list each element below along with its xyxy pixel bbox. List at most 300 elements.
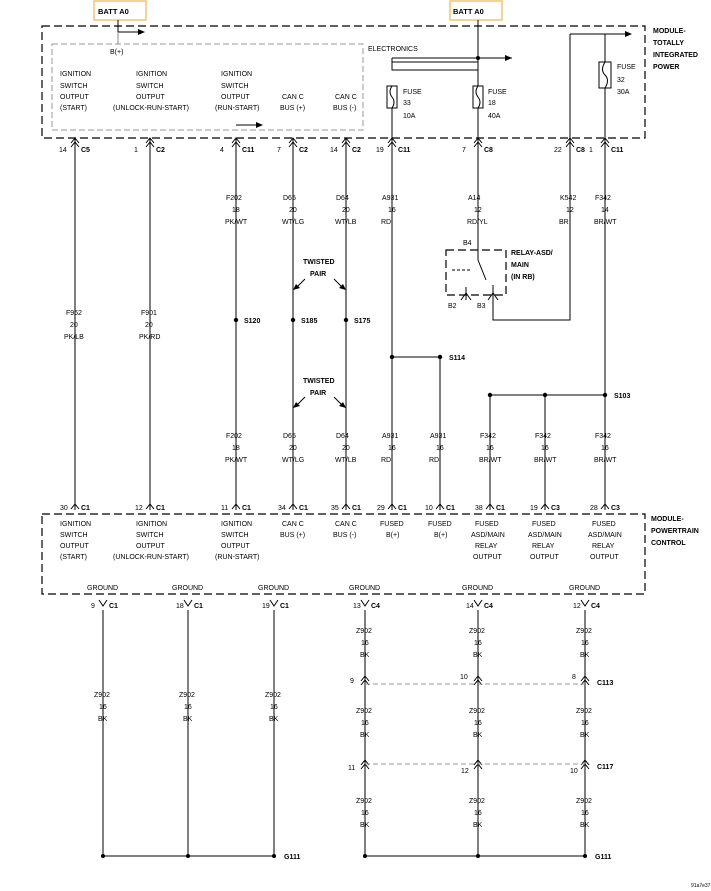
tipm-electronics-outline <box>52 44 363 130</box>
top-wire-label-6 <box>559 195 576 226</box>
low-wire-label-8 <box>594 433 617 464</box>
svg-text:TWISTED: TWISTED <box>303 378 335 385</box>
svg-text:19: 19 <box>530 505 538 512</box>
svg-text:RELAY: RELAY <box>475 543 498 550</box>
svg-text:BK: BK <box>360 732 370 739</box>
svg-text:SWITCH: SWITCH <box>136 532 164 539</box>
svg-text:11: 11 <box>348 765 356 772</box>
svg-text:WT/LB: WT/LB <box>335 457 357 464</box>
svg-text:22: 22 <box>554 147 562 154</box>
svg-text:1: 1 <box>134 147 138 154</box>
svg-text:Z902: Z902 <box>356 798 372 805</box>
top-wire-label-2 <box>282 195 304 226</box>
low-wire-label-2 <box>282 433 304 464</box>
svg-text:C3: C3 <box>611 505 620 512</box>
svg-text:C1: C1 <box>352 505 361 512</box>
svg-text:S114: S114 <box>449 355 465 362</box>
svg-text:(IN RB): (IN RB) <box>511 274 535 281</box>
svg-text:OUTPUT: OUTPUT <box>530 554 559 561</box>
tipm-pin-9 <box>589 138 624 154</box>
svg-text:FUSED: FUSED <box>428 521 452 528</box>
svg-text:BK: BK <box>98 716 108 723</box>
svg-text:16: 16 <box>581 810 589 817</box>
svg-text:12: 12 <box>474 207 482 214</box>
pcm-func-9 <box>528 521 562 561</box>
ground-wire-label-r3-1 <box>576 628 592 659</box>
tipm-func-2 <box>113 71 189 112</box>
svg-text:16: 16 <box>541 445 549 452</box>
svg-text:WT/LB: WT/LB <box>335 219 357 226</box>
ground-pin-1 <box>87 585 118 610</box>
svg-text:MAIN: MAIN <box>511 262 529 269</box>
svg-text:C1: C1 <box>156 505 165 512</box>
svg-text:SWITCH: SWITCH <box>221 83 249 90</box>
svg-text:C4: C4 <box>591 603 600 610</box>
twisted-pair-lower <box>293 378 346 408</box>
wire-f901-label <box>139 310 160 341</box>
svg-text:BK: BK <box>360 822 370 829</box>
svg-text:GROUND: GROUND <box>172 585 204 592</box>
ground-wire-label-r3-2 <box>576 708 592 739</box>
svg-text:D65: D65 <box>283 195 296 202</box>
ground-wire-label-r1-2 <box>356 708 372 739</box>
relay-asd-main <box>446 240 553 310</box>
svg-text:C1: C1 <box>446 505 455 512</box>
splice-s120 <box>234 318 261 325</box>
svg-text:ASD/MAIN: ASD/MAIN <box>528 532 562 539</box>
svg-text:RD: RD <box>429 457 440 464</box>
ground-pin-4 <box>349 585 380 610</box>
svg-text:C11: C11 <box>611 147 624 154</box>
svg-text:C5: C5 <box>81 147 90 154</box>
svg-text:B(+): B(+) <box>434 532 448 539</box>
svg-text:C2: C2 <box>352 147 361 154</box>
svg-text:OUTPUT: OUTPUT <box>60 94 89 101</box>
pcm-func-1 <box>60 521 91 561</box>
svg-text:OUTPUT: OUTPUT <box>60 543 89 550</box>
svg-text:S175: S175 <box>354 318 371 325</box>
svg-text:GROUND: GROUND <box>569 585 601 592</box>
svg-text:BK: BK <box>269 716 279 723</box>
svg-text:13: 13 <box>353 603 361 610</box>
svg-text:ASD/MAIN: ASD/MAIN <box>588 532 622 539</box>
ground-wire-label-1 <box>94 692 110 723</box>
svg-text:16: 16 <box>99 704 107 711</box>
batt-a0-left-label: BATT A0 <box>98 7 129 16</box>
svg-text:PK/LB: PK/LB <box>64 334 84 341</box>
top-wire-label-3 <box>335 195 357 226</box>
low-wire-label-3 <box>335 433 357 464</box>
ground-pin-6 <box>569 585 600 610</box>
svg-text:OUTPUT: OUTPUT <box>221 94 250 101</box>
svg-text:MODULE-: MODULE- <box>653 28 686 35</box>
svg-text:OUTPUT: OUTPUT <box>473 554 502 561</box>
ground-wire-label-2 <box>179 692 195 723</box>
svg-text:IGNITION: IGNITION <box>221 71 253 78</box>
svg-text:16: 16 <box>581 640 589 647</box>
pcm-func-10 <box>588 521 622 561</box>
svg-text:C1: C1 <box>299 505 308 512</box>
svg-text:B(+): B(+) <box>386 532 400 539</box>
svg-text:28: 28 <box>590 505 598 512</box>
svg-text:S120: S120 <box>244 318 261 325</box>
svg-text:16: 16 <box>474 640 482 647</box>
svg-text:MODULE-: MODULE- <box>651 516 684 523</box>
svg-text:OUTPUT: OUTPUT <box>221 543 250 550</box>
svg-text:RD/YL: RD/YL <box>467 219 488 226</box>
diagram-code: 91a7e37 <box>691 883 711 889</box>
svg-text:BR/WT: BR/WT <box>594 457 617 464</box>
svg-text:WT/LG: WT/LG <box>282 457 305 464</box>
svg-text:INTEGRATED: INTEGRATED <box>653 52 698 59</box>
ground-pin-2 <box>172 585 203 610</box>
svg-text:9: 9 <box>350 678 354 685</box>
ground-wires <box>103 610 585 856</box>
svg-text:12: 12 <box>135 505 143 512</box>
svg-text:F202: F202 <box>226 195 242 202</box>
svg-text:BR: BR <box>559 219 569 226</box>
svg-text:F342: F342 <box>595 195 611 202</box>
svg-text:WT/LG: WT/LG <box>282 219 305 226</box>
svg-text:BR/WT: BR/WT <box>594 219 617 226</box>
svg-text:OUTPUT: OUTPUT <box>590 554 619 561</box>
svg-text:SWITCH: SWITCH <box>60 532 88 539</box>
svg-text:12: 12 <box>573 603 581 610</box>
svg-text:10: 10 <box>460 674 468 681</box>
svg-text:G111: G111 <box>284 854 301 861</box>
svg-text:SWITCH: SWITCH <box>136 83 164 90</box>
svg-text:9: 9 <box>91 603 95 610</box>
svg-text:19: 19 <box>262 603 270 610</box>
svg-text:10: 10 <box>425 505 433 512</box>
svg-text:CAN C: CAN C <box>335 521 357 528</box>
ground-pin-3 <box>258 585 289 610</box>
svg-text:C8: C8 <box>576 147 585 154</box>
svg-text:32: 32 <box>617 77 625 84</box>
svg-text:CAN C: CAN C <box>335 94 357 101</box>
svg-text:IGNITION: IGNITION <box>136 521 168 528</box>
ground-pin-5 <box>462 585 493 610</box>
svg-text:C1: C1 <box>242 505 251 512</box>
svg-text:BUS (+): BUS (+) <box>280 105 306 112</box>
svg-text:IGNITION: IGNITION <box>60 71 92 78</box>
ground-g111-left <box>101 854 300 861</box>
svg-text:ASD/MAIN: ASD/MAIN <box>471 532 505 539</box>
svg-text:20: 20 <box>145 322 153 329</box>
svg-text:18: 18 <box>232 445 240 452</box>
svg-text:Z902: Z902 <box>469 798 485 805</box>
svg-text:A931: A931 <box>430 433 447 440</box>
svg-text:35: 35 <box>331 505 339 512</box>
top-wire-label-4 <box>381 195 398 226</box>
svg-text:Z902: Z902 <box>356 628 372 635</box>
pcm-func-6 <box>380 521 404 539</box>
svg-text:IGNITION: IGNITION <box>136 71 168 78</box>
pcm-func-4 <box>280 521 305 539</box>
svg-text:FUSED: FUSED <box>475 521 499 528</box>
svg-text:K542: K542 <box>560 195 577 202</box>
svg-text:30: 30 <box>60 505 68 512</box>
ground-wire-label-r2-2 <box>469 708 485 739</box>
tipm-func-3 <box>215 71 259 112</box>
svg-text:TOTALLY: TOTALLY <box>653 40 684 47</box>
svg-text:38: 38 <box>475 505 483 512</box>
svg-text:BUS (-): BUS (-) <box>333 105 357 112</box>
svg-text:16: 16 <box>474 720 482 727</box>
svg-text:SWITCH: SWITCH <box>60 83 88 90</box>
svg-text:A931: A931 <box>382 433 399 440</box>
pcm-func-3 <box>215 521 259 561</box>
svg-text:14: 14 <box>330 147 338 154</box>
svg-text:16: 16 <box>486 445 494 452</box>
svg-text:C11: C11 <box>398 147 411 154</box>
top-wire-label-5 <box>467 195 488 226</box>
tipm-pin-3 <box>220 138 255 154</box>
svg-text:18: 18 <box>176 603 184 610</box>
svg-text:D64: D64 <box>336 433 349 440</box>
bplus-label: B(+) <box>110 49 124 56</box>
svg-text:B4: B4 <box>463 240 472 247</box>
svg-text:Z902: Z902 <box>356 708 372 715</box>
tipm-module-name <box>653 28 698 71</box>
svg-text:C1: C1 <box>194 603 203 610</box>
svg-text:A14: A14 <box>468 195 481 202</box>
svg-text:C1: C1 <box>81 505 90 512</box>
svg-text:BK: BK <box>473 652 483 659</box>
svg-text:RELAY: RELAY <box>532 543 555 550</box>
svg-text:16: 16 <box>474 810 482 817</box>
svg-text:BK: BK <box>580 822 590 829</box>
connector-c117 <box>348 764 613 775</box>
svg-text:19: 19 <box>376 147 384 154</box>
low-wire-label-1 <box>225 433 248 464</box>
svg-text:14: 14 <box>601 207 609 214</box>
top-wire-label-1 <box>225 195 248 226</box>
tipm-func-1 <box>60 71 91 112</box>
svg-text:18: 18 <box>488 100 496 107</box>
splice-s175 <box>344 318 371 325</box>
tipm-pin-6 <box>376 138 411 154</box>
svg-text:(UNLOCK-RUN-START): (UNLOCK-RUN-START) <box>113 105 189 112</box>
svg-text:BUS (-): BUS (-) <box>333 532 357 539</box>
svg-text:14: 14 <box>59 147 67 154</box>
svg-text:OUTPUT: OUTPUT <box>136 543 165 550</box>
svg-text:G111: G111 <box>595 854 612 861</box>
svg-text:BK: BK <box>360 652 370 659</box>
svg-text:C8: C8 <box>484 147 493 154</box>
svg-text:GROUND: GROUND <box>258 585 290 592</box>
svg-text:10: 10 <box>570 768 578 775</box>
svg-text:Z902: Z902 <box>179 692 195 699</box>
svg-text:16: 16 <box>361 640 369 647</box>
svg-text:(RUN-START): (RUN-START) <box>215 554 260 561</box>
svg-text:BK: BK <box>580 732 590 739</box>
svg-text:RD: RD <box>381 219 392 226</box>
svg-text:40A: 40A <box>488 113 501 120</box>
svg-text:Z902: Z902 <box>576 628 592 635</box>
wire-f962-label <box>64 310 84 341</box>
svg-text:Z902: Z902 <box>469 628 485 635</box>
svg-text:RELAY-ASD/: RELAY-ASD/ <box>511 250 553 257</box>
tipm-func-5 <box>333 94 357 112</box>
svg-text:Z902: Z902 <box>265 692 281 699</box>
fuse-33 <box>387 58 478 120</box>
svg-text:C1: C1 <box>280 603 289 610</box>
svg-text:BK: BK <box>580 652 590 659</box>
svg-text:A931: A931 <box>382 195 399 202</box>
svg-text:16: 16 <box>581 720 589 727</box>
svg-text:D64: D64 <box>336 195 349 202</box>
svg-text:16: 16 <box>388 207 396 214</box>
twisted-pair-upper <box>293 259 346 290</box>
svg-text:CAN C: CAN C <box>282 94 304 101</box>
svg-text:F342: F342 <box>595 433 611 440</box>
svg-text:PAIR: PAIR <box>310 271 327 278</box>
svg-text:(START): (START) <box>60 554 87 561</box>
svg-text:Z902: Z902 <box>94 692 110 699</box>
svg-text:4: 4 <box>220 147 224 154</box>
svg-text:30A: 30A <box>617 89 630 96</box>
svg-text:C2: C2 <box>299 147 308 154</box>
svg-text:33: 33 <box>403 100 411 107</box>
svg-text:RD: RD <box>381 457 392 464</box>
tipm-func-4 <box>280 94 305 112</box>
svg-text:16: 16 <box>361 810 369 817</box>
svg-text:16: 16 <box>388 445 396 452</box>
svg-text:BK: BK <box>183 716 193 723</box>
svg-text:F202: F202 <box>226 433 242 440</box>
svg-text:B3: B3 <box>477 303 486 310</box>
svg-text:F342: F342 <box>535 433 551 440</box>
svg-text:8: 8 <box>572 674 576 681</box>
svg-text:TWISTED: TWISTED <box>303 259 335 266</box>
svg-text:12: 12 <box>566 207 574 214</box>
svg-text:IGNITION: IGNITION <box>60 521 92 528</box>
svg-text:F901: F901 <box>141 310 157 317</box>
svg-text:(RUN-START): (RUN-START) <box>215 105 260 112</box>
svg-text:7: 7 <box>462 147 466 154</box>
svg-text:20: 20 <box>70 322 78 329</box>
svg-text:BUS (+): BUS (+) <box>280 532 306 539</box>
svg-text:CAN C: CAN C <box>282 521 304 528</box>
svg-text:16: 16 <box>270 704 278 711</box>
svg-text:FUSED: FUSED <box>380 521 404 528</box>
pcm-module-name <box>651 516 699 547</box>
svg-text:20: 20 <box>342 207 350 214</box>
svg-text:IGNITION: IGNITION <box>221 521 253 528</box>
tipm-module-outline <box>42 26 645 138</box>
svg-text:POWERTRAIN: POWERTRAIN <box>651 528 699 535</box>
svg-text:GROUND: GROUND <box>349 585 381 592</box>
ground-wire-label-r2-3 <box>469 798 485 829</box>
svg-text:BK: BK <box>473 732 483 739</box>
pcm-func-5 <box>333 521 357 539</box>
svg-text:Z902: Z902 <box>576 708 592 715</box>
svg-text:FUSED: FUSED <box>532 521 556 528</box>
svg-text:C1: C1 <box>109 603 118 610</box>
svg-text:18: 18 <box>232 207 240 214</box>
svg-text:20: 20 <box>289 445 297 452</box>
pcm-func-2 <box>113 521 189 561</box>
svg-text:20: 20 <box>289 207 297 214</box>
svg-text:C1: C1 <box>496 505 505 512</box>
low-wire-label-7 <box>534 433 557 464</box>
ground-g111-right <box>363 854 611 861</box>
svg-text:Z902: Z902 <box>576 798 592 805</box>
ground-wire-label-3 <box>265 692 281 723</box>
splice-s103 <box>488 393 631 400</box>
pcm-func-7 <box>428 521 452 539</box>
svg-text:FUSE: FUSE <box>617 64 636 71</box>
svg-text:PAIR: PAIR <box>310 390 327 397</box>
svg-text:C4: C4 <box>371 603 380 610</box>
svg-text:16: 16 <box>436 445 444 452</box>
svg-text:FUSE: FUSE <box>403 89 422 96</box>
splice-s185 <box>291 318 318 325</box>
svg-text:PK/RD: PK/RD <box>139 334 161 341</box>
svg-text:(UNLOCK-RUN-START): (UNLOCK-RUN-START) <box>113 554 189 561</box>
svg-text:PK/WT: PK/WT <box>225 457 248 464</box>
svg-text:C1: C1 <box>398 505 407 512</box>
svg-text:S185: S185 <box>301 318 318 325</box>
svg-text:OUTPUT: OUTPUT <box>136 94 165 101</box>
svg-text:F962: F962 <box>66 310 82 317</box>
svg-text:BR/WT: BR/WT <box>479 457 502 464</box>
svg-text:11: 11 <box>221 505 229 512</box>
svg-text:16: 16 <box>361 720 369 727</box>
low-wire-label-4 <box>381 433 398 464</box>
svg-text:C117: C117 <box>597 764 614 771</box>
svg-text:14: 14 <box>466 603 474 610</box>
svg-text:SWITCH: SWITCH <box>221 532 249 539</box>
ground-wire-label-r2-1 <box>469 628 485 659</box>
svg-text:20: 20 <box>342 445 350 452</box>
svg-text:BR/WT: BR/WT <box>534 457 557 464</box>
splice-s114 <box>390 355 465 362</box>
pcm-func-8 <box>471 521 505 561</box>
svg-text:10A: 10A <box>403 113 416 120</box>
svg-text:CONTROL: CONTROL <box>651 540 686 547</box>
svg-text:C2: C2 <box>156 147 165 154</box>
svg-text:B2: B2 <box>448 303 457 310</box>
svg-text:FUSE: FUSE <box>488 89 507 96</box>
svg-text:F342: F342 <box>480 433 496 440</box>
svg-text:C4: C4 <box>484 603 493 610</box>
svg-text:C3: C3 <box>551 505 560 512</box>
svg-text:GROUND: GROUND <box>87 585 119 592</box>
svg-text:29: 29 <box>377 505 385 512</box>
electronics-label: ELECTRONICS <box>368 46 418 53</box>
ground-wire-label-r3-3 <box>576 798 592 829</box>
svg-text:D65: D65 <box>283 433 296 440</box>
svg-text:C11: C11 <box>242 147 255 154</box>
low-wire-label-6 <box>479 433 502 464</box>
svg-text:RELAY: RELAY <box>592 543 615 550</box>
svg-text:16: 16 <box>184 704 192 711</box>
svg-text:34: 34 <box>278 505 286 512</box>
svg-text:1: 1 <box>589 147 593 154</box>
svg-text:S103: S103 <box>614 393 631 400</box>
ground-wire-label-r1-3 <box>356 798 372 829</box>
svg-text:PK/WT: PK/WT <box>225 219 248 226</box>
batt-a0-right-label: BATT A0 <box>453 7 484 16</box>
svg-text:POWER: POWER <box>653 64 680 71</box>
ground-wire-label-r1-1 <box>356 628 372 659</box>
svg-text:(START): (START) <box>60 105 87 112</box>
low-wire-label-5 <box>429 433 446 464</box>
svg-text:C113: C113 <box>597 680 614 687</box>
svg-text:12: 12 <box>461 768 469 775</box>
